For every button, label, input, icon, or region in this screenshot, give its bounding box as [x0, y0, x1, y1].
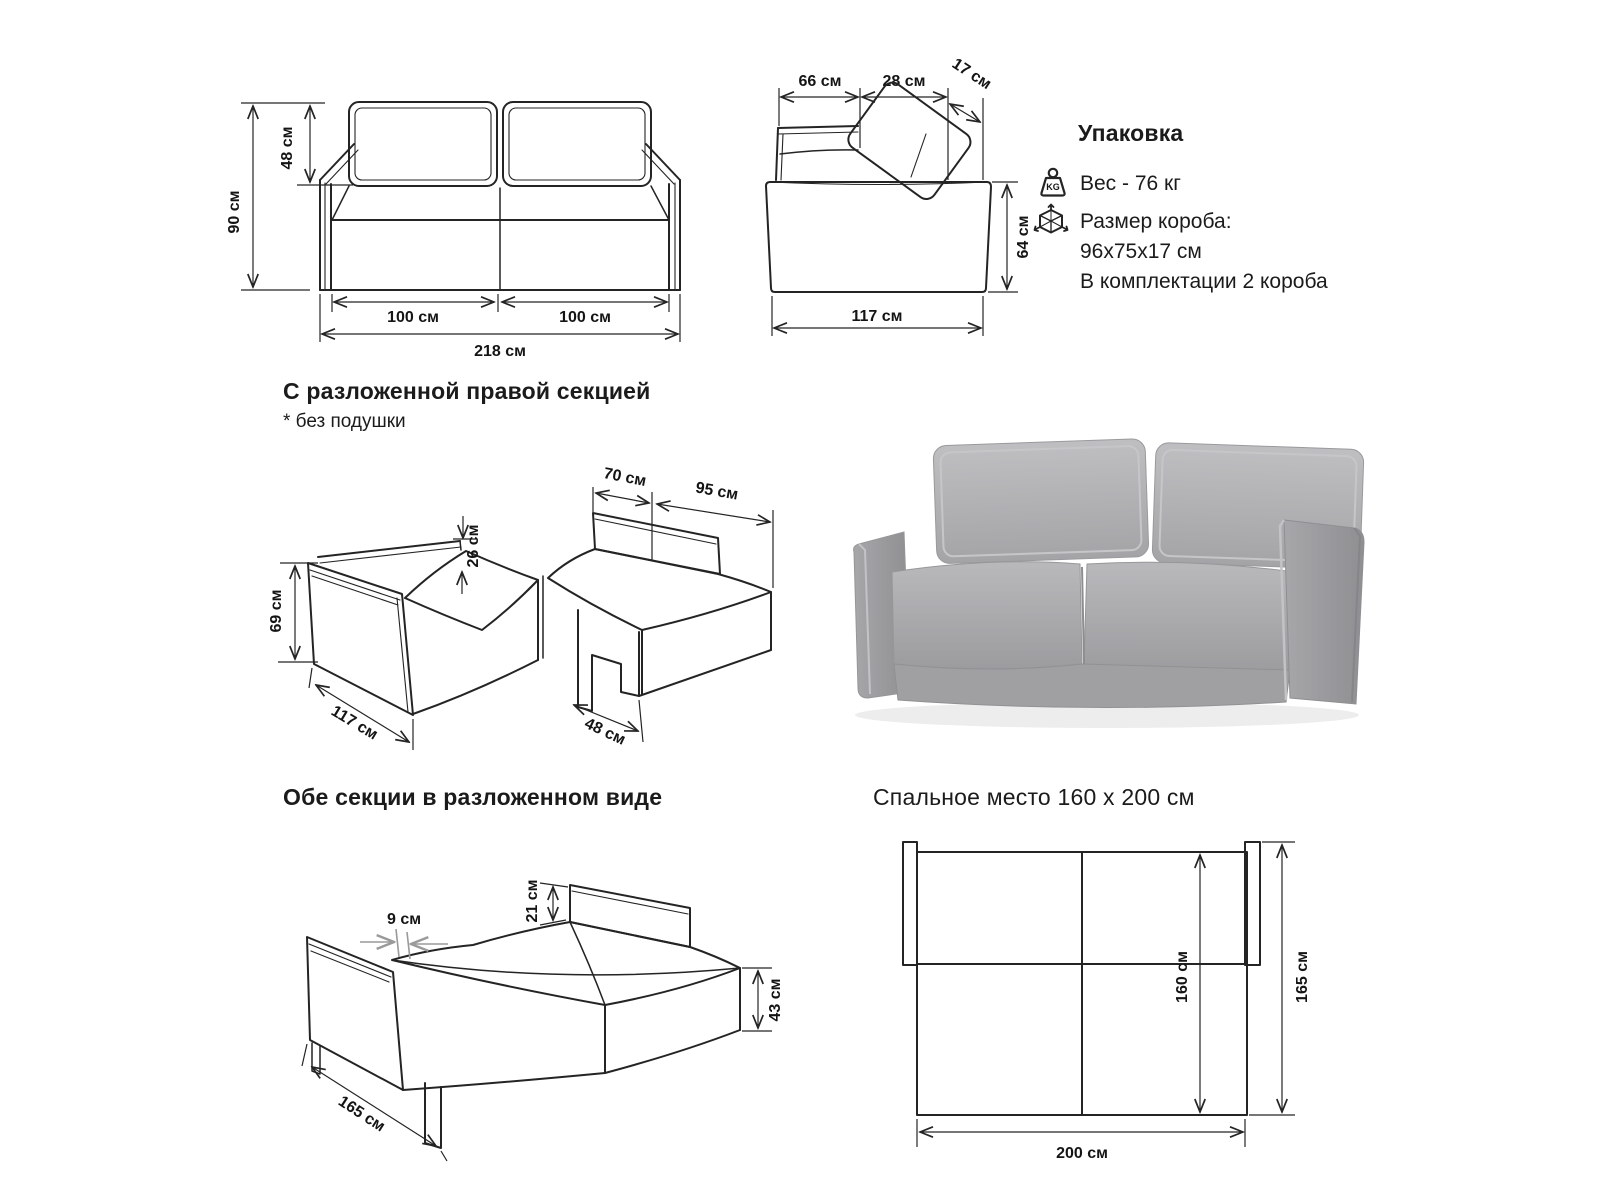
dim-label-bed-height: 43 см	[767, 978, 784, 1022]
back-cushion-right	[503, 102, 651, 186]
dim-label-gap: 9 см	[386, 911, 422, 928]
dim-label-width-total: 218 см	[474, 343, 526, 360]
weight-icon	[1036, 166, 1070, 200]
packaging-weight: Вес - 76 кг	[1080, 172, 1181, 195]
dim-label-seat-height: 64 см	[1015, 215, 1032, 259]
side-view-diagram	[740, 40, 1050, 360]
dim-label-section-length: 165 см	[335, 1092, 388, 1136]
front-view-diagram	[225, 70, 765, 370]
dim-label-height-total: 90 см	[226, 190, 243, 234]
unfolded-right-title: С разложенной правой секцией	[283, 378, 651, 404]
unfolded-both-title: Обе секции в разложенном виде	[283, 784, 663, 810]
dim-label-armrest-height: 69 см	[268, 589, 285, 633]
sofa-seat-cushion-right	[1084, 562, 1294, 673]
dim-label-backrest-above-seat: 26 см	[465, 524, 482, 568]
sleeping-area-title: Спальное место 160 x 200 см	[873, 784, 1195, 810]
dim-label-width-inner: 160 см	[1174, 951, 1191, 1003]
unfolded-right-note: * без подушки	[283, 411, 406, 432]
packaging-box-info	[1080, 207, 1328, 297]
dim-label-section-depth: 117 см	[328, 702, 381, 744]
dim-label-backrest-above-bed: 21 см	[524, 879, 541, 923]
kg-badge: KG	[1046, 182, 1060, 192]
unfolded-both-diagram	[260, 825, 830, 1170]
unfolded-right-diagram	[250, 440, 810, 780]
box-count-note: В комплектации 2 короба	[1080, 270, 1328, 293]
back-cushion-left	[349, 102, 497, 186]
dim-label-seat-right: 100 см	[559, 309, 611, 326]
dim-label-back-offset: 17 см	[948, 55, 995, 94]
sofa-photo	[832, 402, 1382, 732]
box-size-label: Размер короба:	[1080, 210, 1232, 233]
dim-label-back-left: 70 см	[602, 465, 648, 491]
dim-label-backrest-height: 48 см	[279, 126, 296, 170]
sleeping-area-diagram	[865, 835, 1345, 1180]
dim-label-seat-depth: 66 см	[798, 73, 842, 90]
packaging-title: Упаковка	[1078, 120, 1184, 146]
dim-label-seat-left: 100 см	[387, 309, 439, 326]
dim-label-length: 200 см	[1056, 1145, 1108, 1162]
box-size-value: 96x75x17 см	[1080, 240, 1202, 263]
dim-label-back-right: 95 см	[694, 479, 740, 504]
dim-label-support-width: 48 см	[581, 715, 628, 749]
dim-label-depth-total: 117 см	[851, 308, 903, 325]
box-size-icon	[1031, 202, 1071, 242]
dim-label-backrest-thickness: 28 см	[882, 73, 926, 90]
armrest-bar-left	[903, 842, 917, 965]
sofa-seat-cushion-left	[892, 562, 1082, 669]
sofa-back-cushion-left	[933, 439, 1149, 564]
dim-label-width-outer: 165 см	[1294, 951, 1311, 1003]
